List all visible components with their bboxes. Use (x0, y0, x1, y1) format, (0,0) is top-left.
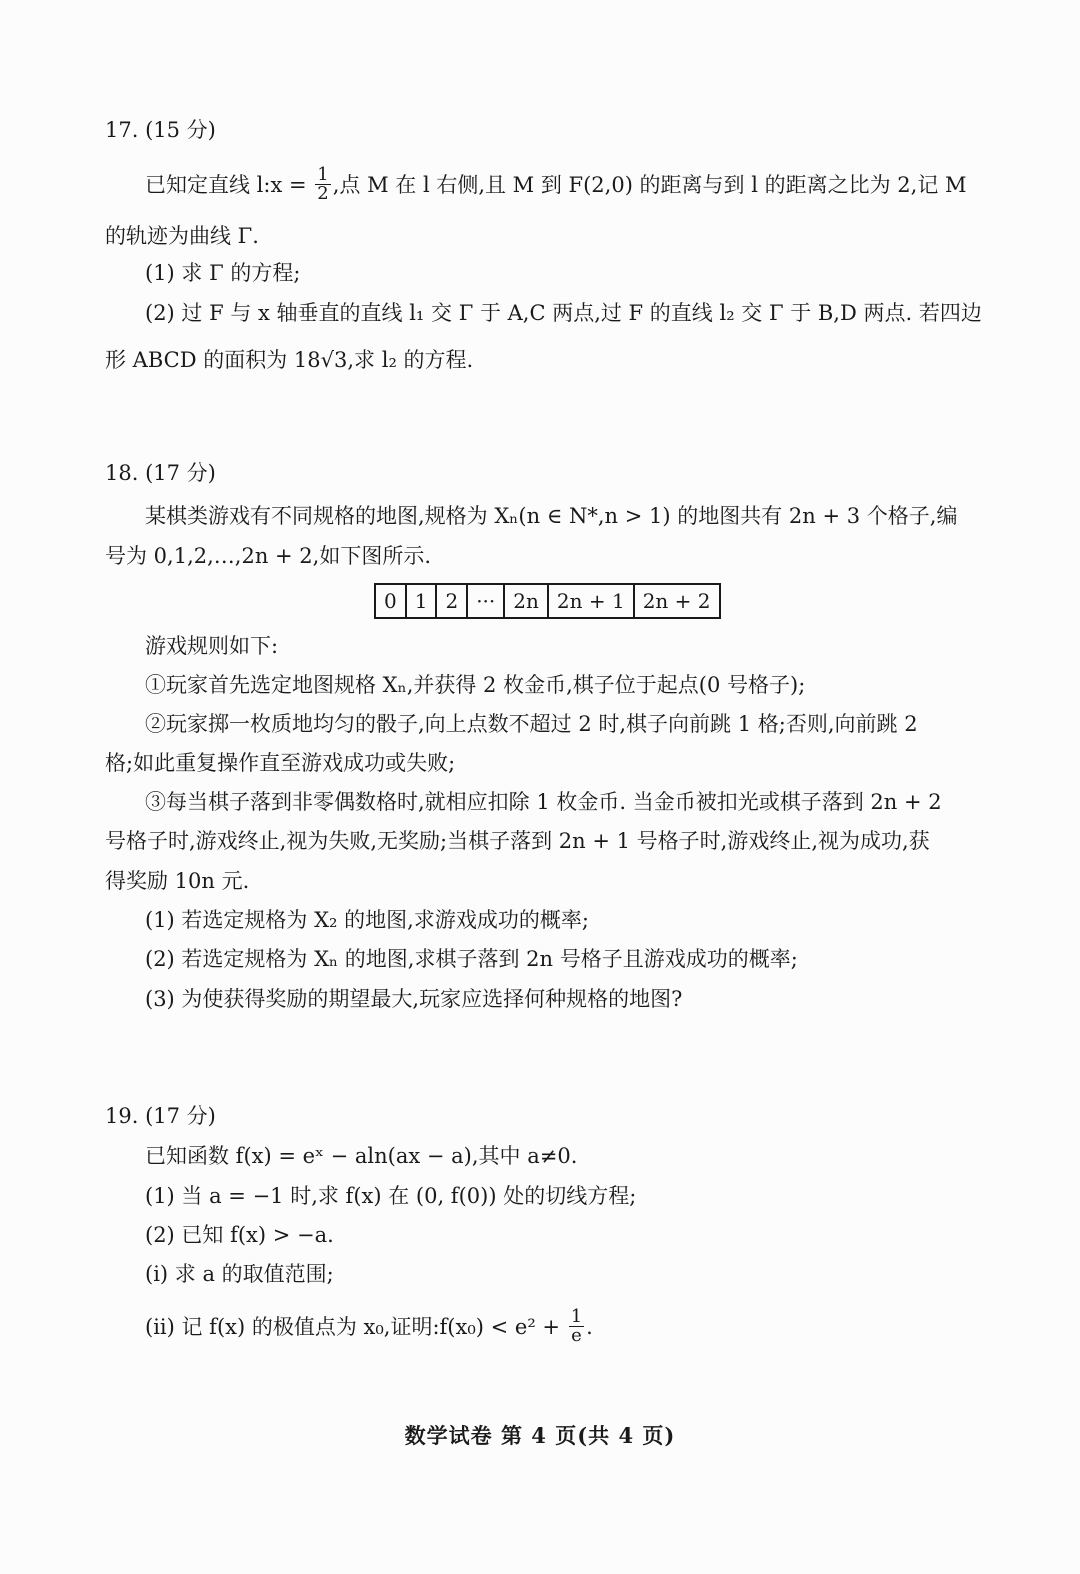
fraction-numerator: 1 (317, 164, 329, 185)
question-17-stem (145, 164, 967, 204)
question-19-part2: (2) 已知 f(x) > −a. (145, 1223, 334, 1247)
board-row (375, 584, 720, 618)
fraction-numerator: 1 (570, 1306, 583, 1327)
stem-text-b: ,点 M 在 l 右侧,且 M 到 F(2,0) 的距离与到 l 的距离之比为 2,记 M (332, 173, 967, 197)
part2-ii-end: . (586, 1315, 593, 1339)
rule-2-line2: 格;如此重复操作直至游戏成功或失败; (105, 751, 456, 775)
board-cell: 2n + 1 (548, 584, 634, 618)
question-18-part2: (2) 若选定规格为 Xₙ 的地图,求棋子落到 2n 号格子且游戏成功的概率; (145, 947, 798, 971)
fraction-one-over-e (569, 1308, 584, 1345)
question-18-header: 18. (17 分) (105, 461, 216, 485)
question-18-stem-line2: 号为 0,1,2,…,2n + 2,如下图所示. (105, 544, 432, 568)
board-cell: 2n + 2 (634, 584, 720, 618)
question-18-part1: (1) 若选定规格为 X₂ 的地图,求游戏成功的概率; (145, 908, 589, 932)
question-19-part2-ii (145, 1306, 593, 1346)
board-cell: ··· (467, 584, 504, 618)
board-cells-figure (374, 583, 721, 619)
question-17-header: 17. (15 分) (105, 118, 216, 142)
question-18-part3: (3) 为使获得奖励的期望最大,玩家应选择何种规格的地图? (145, 987, 683, 1011)
question-19-part1: (1) 当 a = −1 时,求 f(x) 在 (0, f(0)) 处的切线方程; (145, 1184, 637, 1208)
rule-2-line1: ②玩家掷一枚质地均匀的骰子,向上点数不超过 2 时,棋子向前跳 1 格;否则,向前跳 2 (145, 712, 918, 736)
rules-title: 游戏规则如下: (145, 634, 279, 658)
question-19-header: 19. (17 分) (105, 1104, 216, 1128)
page-footer: 数学试卷 第 4 页(共 4 页) (404, 1423, 676, 1448)
board-cell: 0 (375, 584, 406, 618)
rule-3-line3: 得奖励 10n 元. (105, 869, 250, 893)
question-19-stem: 已知函数 f(x) = eˣ − aln(ax − a),其中 a≠0. (145, 1144, 578, 1168)
rule-1: ①玩家首先选定地图规格 Xₙ,并获得 2 枚金币,棋子位于起点(0 号格子); (145, 673, 806, 697)
fraction-one-half (315, 166, 330, 203)
question-18-stem-line1: 某棋类游戏有不同规格的地图,规格为 Xₙ(n ∈ N*,n > 1) 的地图共有 2n + 3 个格子,编 (145, 504, 958, 528)
fraction-denominator: e (571, 1325, 582, 1346)
question-17-part2-line2: 形 ABCD 的面积为 18√3,求 l₂ 的方程. (105, 348, 474, 372)
question-17-stem-line2: 的轨迹为曲线 Γ. (105, 224, 259, 248)
board-cell: 2 (436, 584, 467, 618)
rule-3-line2: 号格子时,游戏终止,视为失败,无奖励;当棋子落到 2n + 1 号格子时,游戏终止,视为成功,获 (105, 829, 930, 853)
fraction-denominator: 2 (317, 183, 329, 204)
rule-3-line1: ③每当棋子落到非零偶数格时,就相应扣除 1 枚金币. 当金币被扣光或棋子落到 2n + 2 (145, 790, 942, 814)
question-19-part2-i: (i) 求 a 的取值范围; (145, 1262, 334, 1286)
stem-text-a: 已知定直线 l:x = (145, 173, 307, 197)
board-cell: 2n (504, 584, 548, 618)
board-cell: 1 (406, 584, 437, 618)
part2-ii-text: (ii) 记 f(x) 的极值点为 x₀,证明:f(x₀) < e² + (145, 1315, 561, 1339)
question-17-part2-line1: (2) 过 F 与 x 轴垂直的直线 l₁ 交 Γ 于 A,C 两点,过 F 的直线 l₂ 交 Γ 于 B,D 两点. 若四边 (145, 301, 982, 325)
question-17-part1: (1) 求 Γ 的方程; (145, 261, 301, 285)
